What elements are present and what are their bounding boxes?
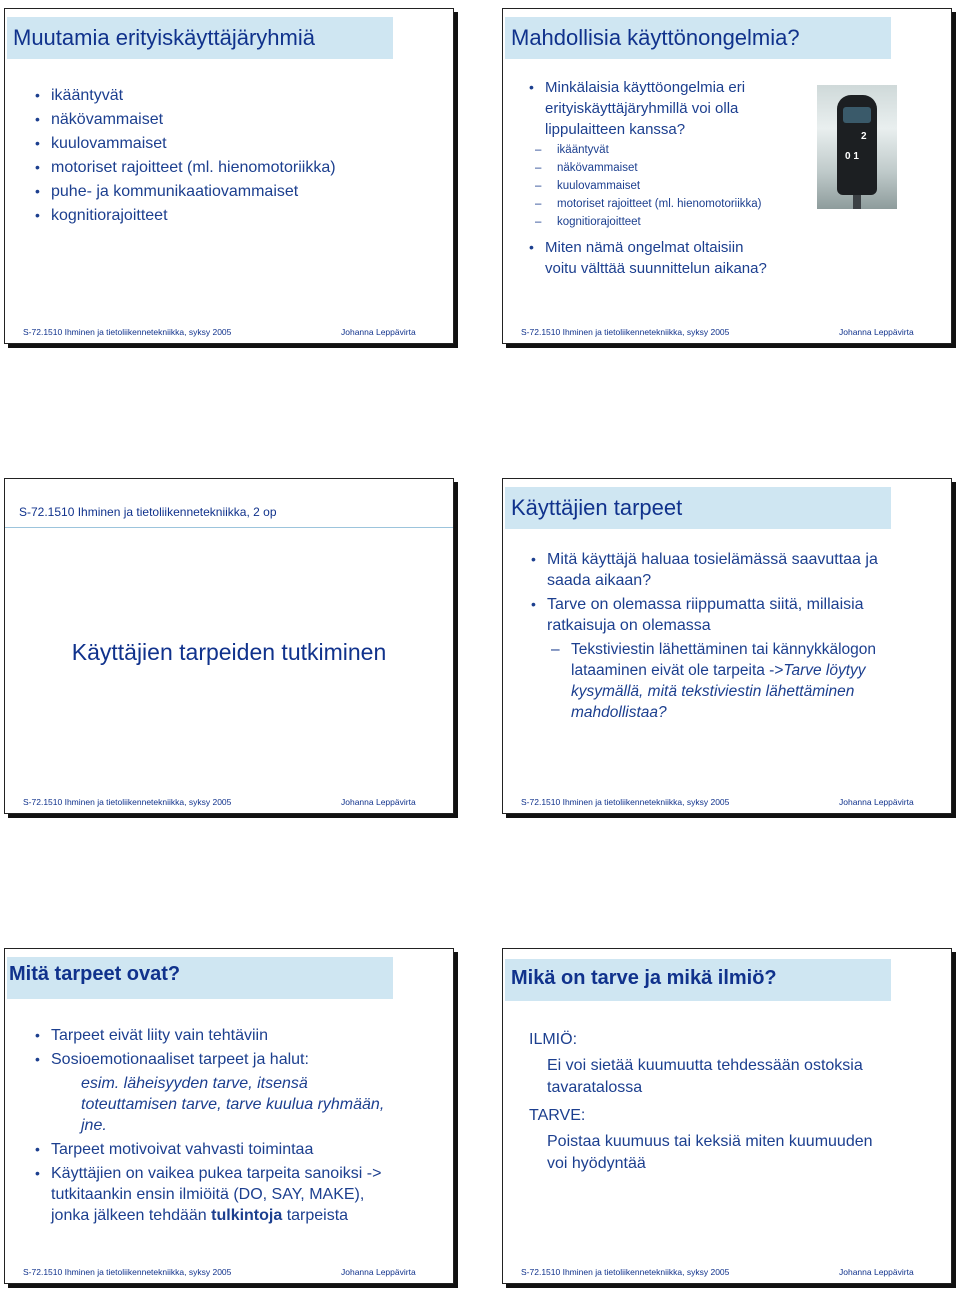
footer-author: Johanna Leppävirta [341,1267,416,1277]
list-item [527,237,777,279]
item-text: Käyttäjien on vaikea pukea tarpeita sanoiksi -> tutkitaankin ensin ilmiöitä (DO, SAY, MAKE), jonka jälkeen tehdään [51,1165,382,1224]
dash-icon: – [551,641,560,658]
footer-course: S-72.1510 Ihminen ja tietoliikennetekniikka, syksy 2005 [521,797,730,807]
list-item [527,77,811,140]
slide-5 [4,948,454,1284]
bullet-list [529,549,911,639]
header-divider [5,527,453,528]
sub-text-italic: Tarve löytyy kysymällä, mitä tekstiviestin lähettäminen mahdollistaa? [571,662,866,721]
sub-text: ikääntyvät [557,144,609,156]
dash-icon: – [535,144,542,156]
item-text: Tarpeet eivät liity vain tehtäviin [51,1027,268,1044]
list-item [33,1139,393,1160]
item-text: motoriset rajoitteet (ml. hienomotoriikka) [51,159,336,176]
sub-item [529,639,901,723]
bullet-icon: • [529,79,534,95]
sub-text: näkövammaiset [557,162,638,174]
bullet-icon: • [35,207,40,223]
device-digit: 0 1 [845,151,859,162]
list-item [33,133,443,154]
sub-item [527,213,827,231]
item-text: Sosioemotionaaliset tarpeet ja halut: [51,1051,309,1068]
dash-icon: – [535,180,542,192]
sub-text: Tekstiviestin lähettäminen tai kännykkälogon lataaminen eivät ole tarpeita -> [571,641,877,679]
list-item [529,594,911,636]
item-text: Miten nämä ongelmat oltaisiin voitu välttää suunnittelun aikana? [545,239,767,277]
item-text: tarpeista [286,1207,349,1224]
sub-item [527,195,827,213]
slide-title: Muutamia erityiskäyttäjäryhmiä [13,25,315,50]
dash-icon: – [535,162,542,174]
tarve-text: Poistaa kuumuus tai keksiä miten kuumuuden voi hyödyntää [547,1133,873,1172]
sub-text: kuulovammaiset [557,180,641,192]
slide-4 [502,478,952,814]
dash-icon: – [535,198,542,210]
slide-2 [502,8,952,344]
slide-title: Mikä on tarve ja mikä ilmiö? [511,967,777,989]
bullet-list [527,77,811,143]
bullet-icon: • [35,1141,40,1157]
bullet-icon: • [35,159,40,175]
course-header: S-72.1510 Ihminen ja tietoliikennetekniikka, 2 op [19,505,277,519]
item-text: kuulovammaiset [51,135,167,152]
footer-course: S-72.1510 Ihminen ja tietoliikennetekniikka, syksy 2005 [521,1267,730,1277]
device-pole [853,195,861,209]
slide-title: Mitä tarpeet ovat? [9,963,181,985]
sub-item [527,159,827,177]
bullet-icon: • [531,551,536,567]
section-title: Käyttäjien tarpeiden tutkiminen [71,639,387,665]
bullet-icon: • [35,1027,40,1043]
list-item [33,85,443,106]
sub-item [527,141,827,159]
list-item [33,181,443,202]
sub-text: motoriset rajoitteet (ml. hienomotoriikka) [557,198,762,210]
footer-course: S-72.1510 Ihminen ja tietoliikennetekniikka, syksy 2005 [23,797,232,807]
item-text: Tarpeet motivoivat vahvasti toimintaa [51,1141,314,1158]
item-text: Tarve on olemassa riippumatta siitä, millaisia ratkaisuja on olemassa [547,596,864,634]
item-text: näkövammaiset [51,111,164,128]
item-text-bold: tulkintoja [211,1207,283,1224]
slide-6 [502,948,952,1284]
sub-list [529,639,901,725]
bullet-list [33,85,443,229]
ilmio-label: ILMIÖ: [529,1031,578,1048]
bullet-icon: • [35,135,40,151]
slide-1 [4,8,454,344]
ilmio-text: Ei voi sietää kuumuutta tehdessään ostoksia tavaratalossa [547,1057,863,1096]
list-item [33,1073,393,1136]
dash-icon: – [535,216,542,228]
bullet-icon: • [529,239,534,255]
list-item [33,1049,393,1070]
ticket-machine-photo [817,85,897,209]
bullet-list [33,1025,393,1229]
device-digit: 2 [861,131,867,142]
device-screen [843,107,871,123]
bullet-icon: • [35,111,40,127]
footer-course: S-72.1510 Ihminen ja tietoliikennetekniikka, syksy 2005 [23,327,232,337]
footer-course: S-72.1510 Ihminen ja tietoliikennetekniikka, syksy 2005 [23,1267,232,1277]
footer-author: Johanna Leppävirta [341,797,416,807]
footer-author: Johanna Leppävirta [839,1267,914,1277]
list-item [529,549,911,591]
footer-author: Johanna Leppävirta [839,327,914,337]
list-item [33,205,443,226]
tarve-label: TARVE: [529,1107,586,1124]
footer-author: Johanna Leppävirta [341,327,416,337]
bullet-icon: • [531,596,536,612]
sub-text: kognitiorajoitteet [557,216,641,228]
bullet-icon: • [35,183,40,199]
list-item [33,109,443,130]
list-item [33,1025,393,1046]
bullet-icon: • [35,1051,40,1067]
sub-item [527,177,827,195]
bullet-list [527,237,777,282]
list-item [33,157,443,178]
footer-course: S-72.1510 Ihminen ja tietoliikennetekniikka, syksy 2005 [521,327,730,337]
ticket-machine-icon [837,95,877,195]
item-text: kognitiorajoitteet [51,207,168,224]
sub-list [527,141,827,231]
bullet-icon: • [35,1165,40,1181]
footer-author: Johanna Leppävirta [839,797,914,807]
item-text: Minkälaisia käyttöongelmia eri erityiskäyttäjäryhmillä voi olla lippulaitteen kanssa? [545,79,746,138]
list-item [33,1163,393,1226]
item-text: puhe- ja kommunikaatiovammaiset [51,183,299,200]
bullet-icon: • [35,87,40,103]
slide-3 [4,478,454,814]
item-text: esim. läheisyyden tarve, itsensä toteuttamisen tarve, tarve kuulua ryhmään, jne. [81,1075,385,1134]
slide-title: Käyttäjien tarpeet [511,495,683,520]
slide-title: Mahdollisia käyttönongelmia? [511,25,800,50]
item-text: ikääntyvät [51,87,124,104]
item-text: Mitä käyttäjä haluaa tosielämässä saavuttaa ja saada aikaan? [547,551,878,589]
